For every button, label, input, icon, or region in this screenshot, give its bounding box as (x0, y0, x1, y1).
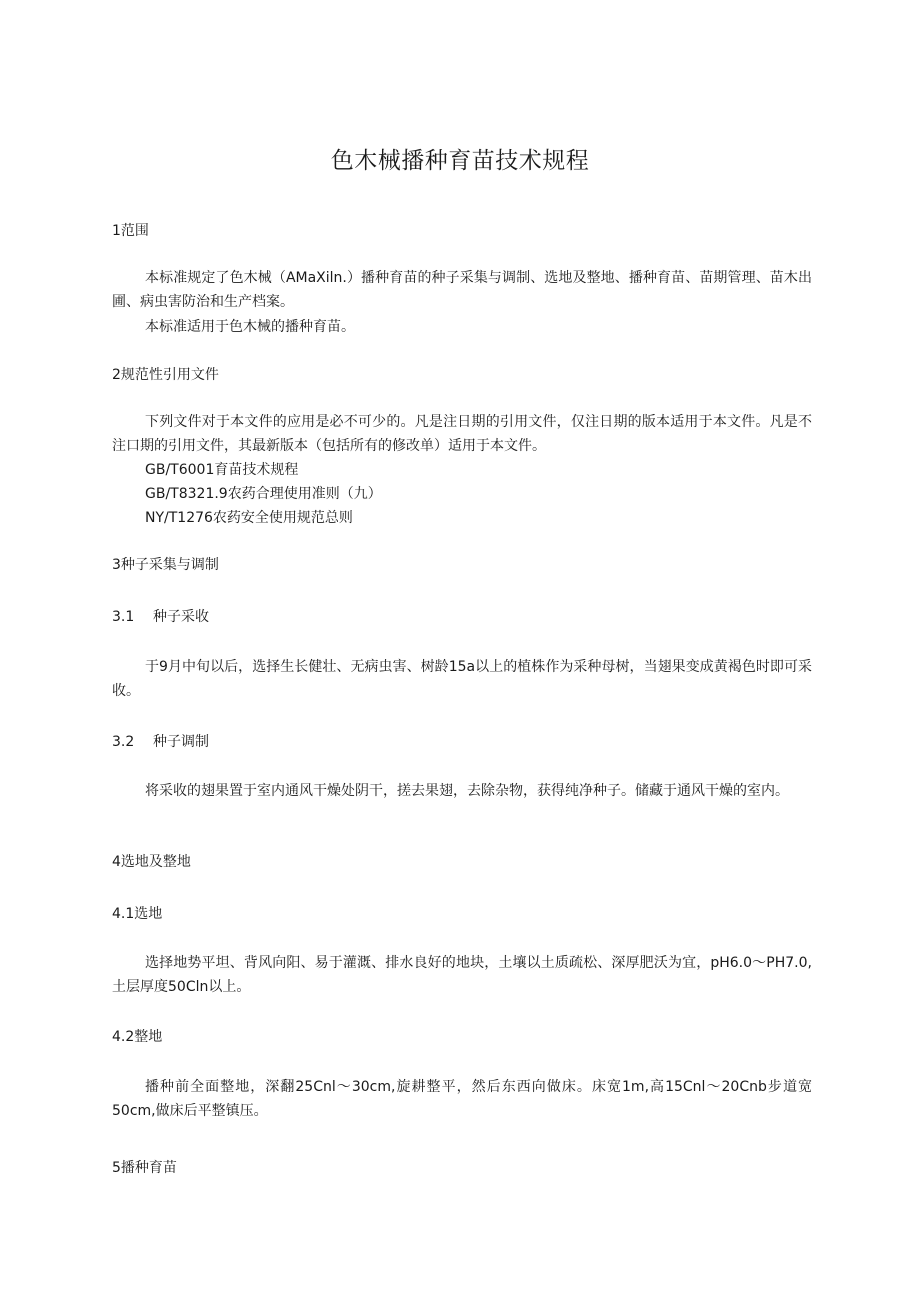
paragraph-scope-1: 本标准规定了色木械（AMaXiln.）播种育苗的种子采集与调制、选地及整地、播种育苗、苗期管理、苗木出圃、病虫害防治和生产档案。 (112, 270, 812, 310)
paragraph-normative-references: 下列文件对于本文件的应用是必不可少的。凡是注日期的引用文件，仅注日期的版本适用于本文件。凡是不注口期的引用文件，其最新版本（包括所有的修改单）适用于本文件。 (112, 414, 812, 454)
paragraph-site-selection: 选择地势平坦、背风向阳、易于灌溉、排水良好的地块，土壤以土质疏松、深厚肥沃为宜，pH6.0～PH7.0,土层厚度50Cln以上。 (112, 955, 812, 995)
subsection-title: 种子采收 (153, 609, 209, 625)
reference-item: GB/T6001育苗技术规程 (145, 462, 299, 478)
subsection-title: 整地 (134, 1029, 163, 1045)
paragraph-seed-harvest: 于9月中旬以后，选择生长健壮、无病虫害、树龄15a以上的植株作为采种母树，当翅果变成黄褐色时即可采收。 (112, 659, 812, 699)
reference-item: NY/T1276农药安全使用规范总则 (145, 510, 353, 526)
page-title: 色木械播种育苗技术规程 (330, 148, 590, 174)
subsection-number: 4.1 (112, 906, 135, 922)
paragraph-seed-processing: 将采收的翅果置于室内通风干燥处阴干，搓去果翅，去除杂物，获得纯净种子。储藏于通风干燥的室内。 (145, 783, 789, 799)
subsection-heading-land-preparation (112, 1027, 162, 1047)
paragraph-scope-2: 本标准适用于色木械的播种育苗。 (145, 319, 355, 335)
section-heading-scope: 1范围 (112, 223, 149, 239)
section-heading-seed-collection: 3种子采集与调制 (112, 557, 219, 573)
subsection-title: 选地 (134, 906, 163, 922)
subsection-heading-seed-processing (112, 732, 209, 752)
subsection-number: 3.2 (112, 734, 135, 750)
paragraph-land-preparation: 播种前全面整地，深翻25Cnl～30cm,旋耕整平，然后东西向做床。床宽1m,高15Cnl～20Cnb步道宽50cm,做床后平整镇压。 (112, 1079, 812, 1119)
subsection-heading-site-selection (112, 904, 162, 924)
section-heading-normative-references: 2规范性引用文件 (112, 367, 219, 383)
subsection-heading-seed-harvest (112, 607, 209, 627)
subsection-number: 3.1 (112, 609, 135, 625)
subsection-title: 种子调制 (153, 734, 209, 750)
reference-item: GB/T8321.9农药合理使用准则（九） (145, 486, 382, 502)
subsection-number: 4.2 (112, 1029, 135, 1045)
section-heading-sowing: 5播种育苗 (112, 1160, 177, 1176)
section-heading-site-preparation: 4选地及整地 (112, 854, 191, 870)
